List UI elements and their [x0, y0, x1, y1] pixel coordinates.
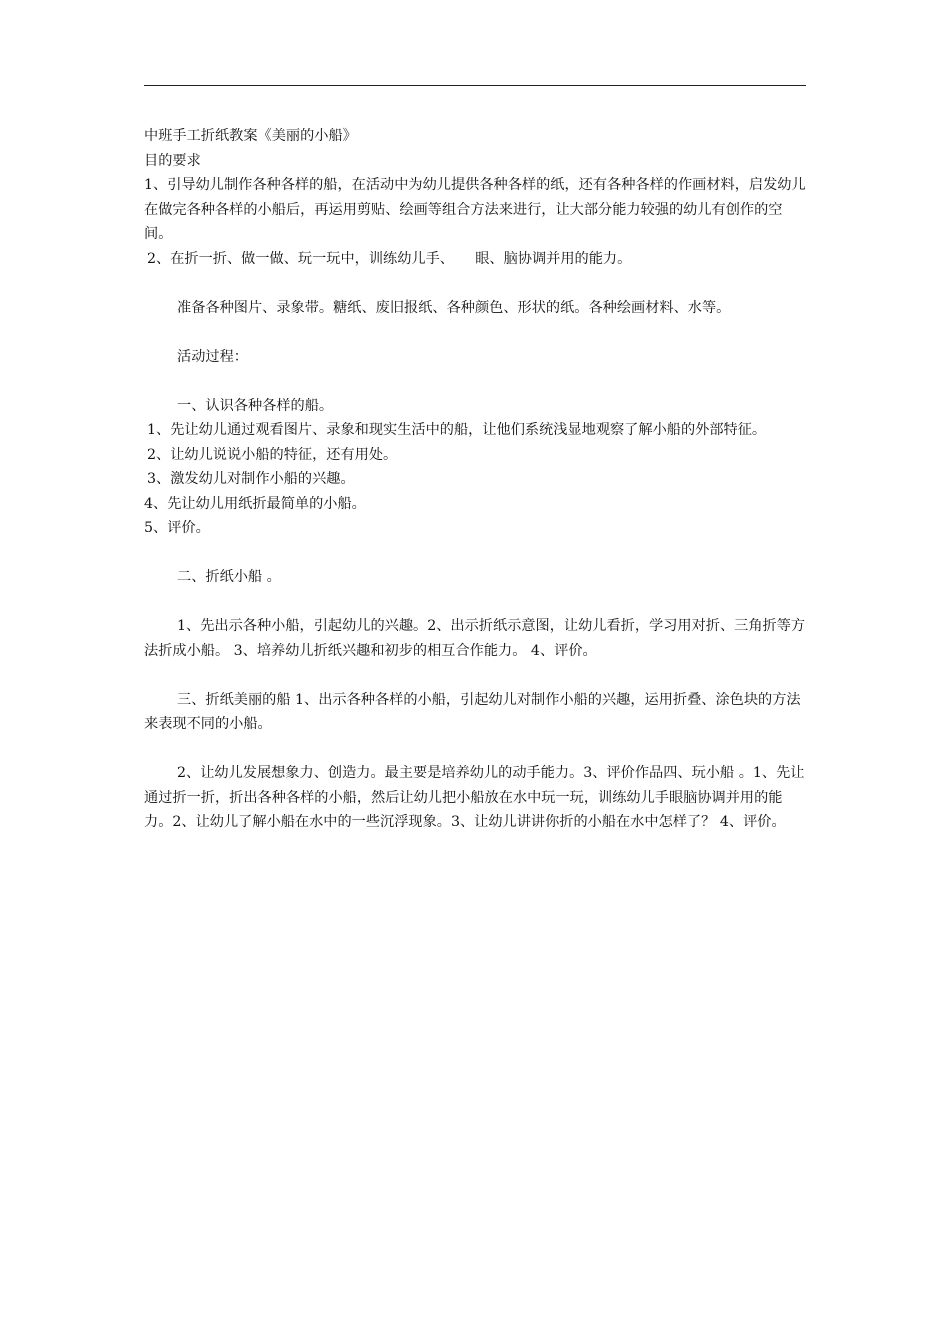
part3-body: 三、折纸美丽的船 1、出示各种各样的小船，引起幼儿对制作小船的兴趣，运用折叠、涂色块的方法来表现不同的小船。	[144, 691, 801, 732]
header-rule	[144, 85, 806, 86]
part1-heading: 一、认识各种各样的船。	[177, 397, 334, 414]
spacer	[144, 320, 810, 345]
part1-item: 3、激发幼儿对制作小船的兴趣。	[147, 471, 355, 487]
part2-heading: 二、折纸小船 。	[177, 569, 281, 585]
part1-item: 5、评价。	[144, 520, 210, 536]
part1-item: 4、先让幼儿用纸折最简单的小船。	[144, 495, 366, 512]
objective-2: 2、在折一折、做一做、玩一玩中，训练幼儿手、 眼、脑协调并用的能力。	[147, 250, 632, 267]
objective-1: 1、引导幼儿制作各种各样的船，在活动中为幼儿提供各种各样的纸，还有各种各样的作画材料，启发幼儿在做完各种各样的小船后，再运用剪贴、绘画等组合方法来进行，让大部分能力较强的幼儿有创作的空间。	[144, 177, 806, 242]
document-body	[144, 124, 810, 835]
spacer	[144, 541, 810, 566]
spacer	[144, 369, 810, 394]
part1-item: 1、先让幼儿通过观看图片、录象和现实生活中的船，让他们系统浅显地观察了解小船的外部特征。	[147, 422, 767, 438]
objectives-heading: 目的要求	[144, 152, 201, 169]
part1-item: 2、让幼儿说说小船的特征，还有用处。	[147, 446, 398, 463]
preparation-paragraph: 准备各种图片、录象带。糖纸、废旧报纸、各种颜色、形状的纸。各种绘画材料、水等。	[177, 299, 731, 316]
spacer	[144, 271, 810, 296]
process-heading: 活动过程：	[177, 348, 248, 365]
spacer	[144, 737, 810, 762]
spacer	[144, 590, 810, 615]
document-title: 中班手工折纸教案《美丽的小船》	[144, 128, 357, 144]
part4-body: 2、让幼儿发展想象力、创造力。最主要是培养幼儿的动手能力。3、评价作品四、玩小船 。1、先让通过折一折，折出各种各样的小船，然后让幼儿把小船放在水中玩一玩，训练幼儿手眼脑协调并用的能力。2、让幼儿了解小船在水中的一些沉浮现象。3、让幼儿讲讲你折的小船在水中怎样了？ 4、评价。	[144, 765, 805, 830]
spacer	[144, 663, 810, 688]
part2-body: 1、先出示各种小船，引起幼儿的兴趣。2、出示折纸示意图，让幼儿看折，学习用对折、三角折等方法折成小船。 3、培养幼儿折纸兴趣和初步的相互合作能力。 4、评价。	[144, 618, 806, 659]
